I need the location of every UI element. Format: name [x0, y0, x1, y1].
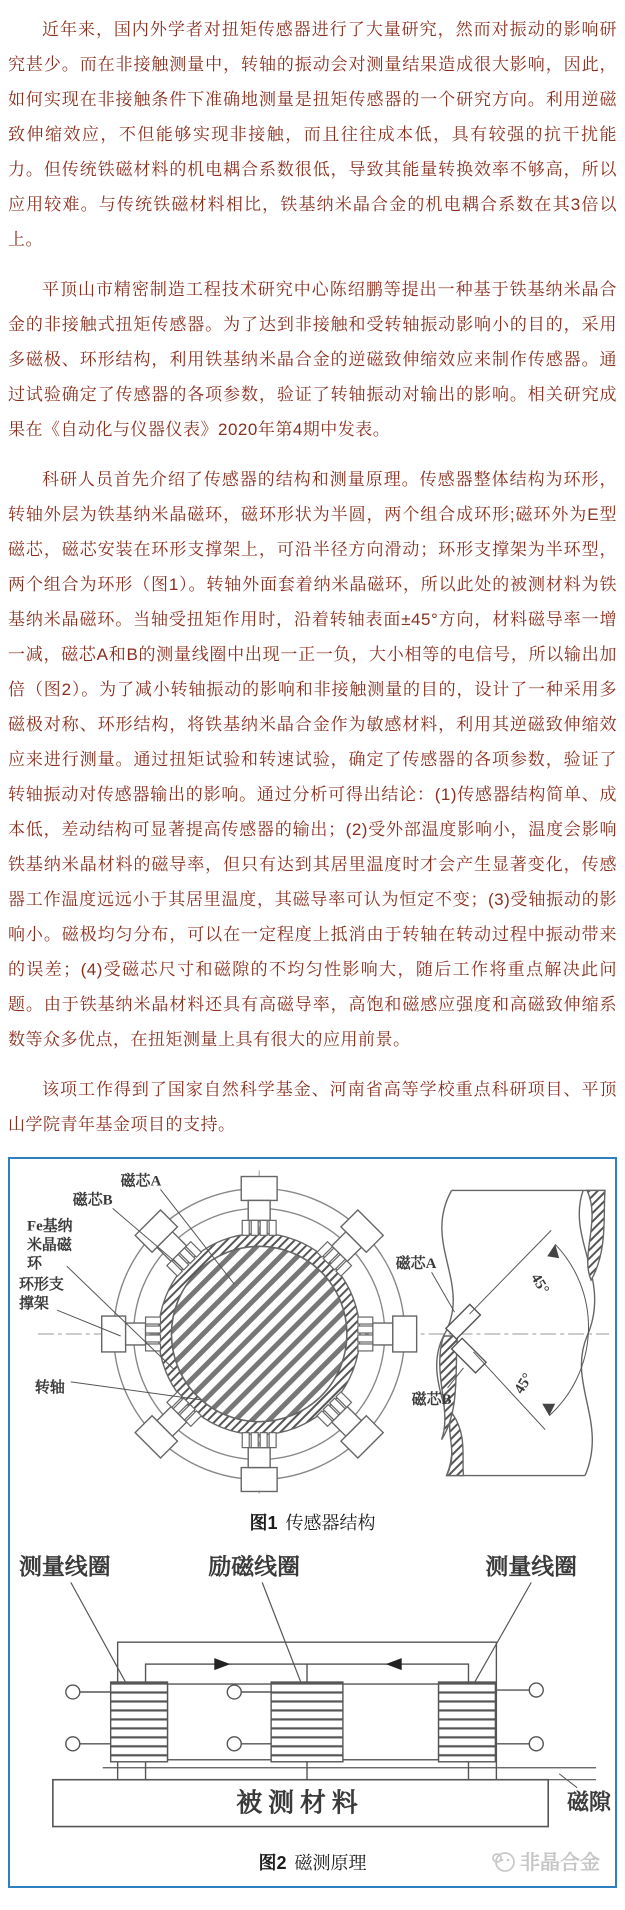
label-side-core-a: 磁芯A — [395, 1256, 437, 1273]
paragraph-proposal: 平顶山市精密制造工程技术研究中心陈绍鹏等提出一种基于铁基纳米晶合金的非接触式扭矩传感器。为了达到非接触和受转轴振动影响小的目的，采用多磁极、环形结构，利用铁基纳米晶合金的逆磁致伸缩效应来制作传感器。通过试验确定了传感器的各项参数，验证了转轴振动对输出的影响。相关研究成果在《自动化与仪器仪表》2020年第4期中发表。 — [8, 280, 617, 439]
core-block-right — [334, 1684, 439, 1760]
label-support-frame-line1: 环形支 — [18, 1277, 64, 1294]
label-excitation-coil: 励磁线圈 — [208, 1554, 300, 1580]
flux-arrow-top-left — [214, 1658, 230, 1670]
label-core-b: 磁芯B — [72, 1192, 113, 1209]
paragraph-intro: 近年来，国内外学者对扭矩传感器进行了大量研究，然而对振动的影响研究甚少。而在非接触测量中，转轴的振动会对测量结果造成很大影响，因此，如何实现在非接触条件下准确地测量是扭矩传感器的一个研究方向。利用逆磁致伸缩效应，不但能够实现非接触，而且往往成本低，具有较强的抗干扰能力。但传统铁磁材料的机电耦合系数很低，导致其能量转换效率不够高，所以应用较难。与传统铁磁材料相比，铁基纳米晶合金的机电耦合系数在其3倍以上。 — [8, 20, 617, 249]
label-measuring-coil-right: 测量线圈 — [485, 1554, 578, 1580]
watermark-logo-icon — [490, 1848, 516, 1874]
figure-box — [8, 1157, 617, 1888]
measuring-coil-right-shape — [439, 1682, 496, 1762]
paragraph-funding: 该项工作得到了国家自然科学基金、河南省高等学校重点科研项目、平顶山学院青年基金项目的支持。 — [8, 1080, 617, 1134]
figure2-caption-title: 磁测原理 — [294, 1853, 367, 1873]
label-nanocrystal-ring-line2: 米晶磁 — [26, 1237, 72, 1254]
label-angle-top: 45° — [527, 1270, 552, 1298]
leader-gap — [559, 1774, 577, 1788]
figure1-sensor-structure-diagram — [13, 1164, 612, 1504]
label-measuring-coil-left: 测量线圈 — [18, 1554, 111, 1580]
label-magnetic-gap: 磁隙 — [567, 1789, 611, 1815]
watermark — [490, 1846, 600, 1875]
label-support-frame-line2: 撑架 — [18, 1296, 49, 1313]
label-nanocrystal-ring-line1: Fe基纳 — [26, 1218, 73, 1235]
figure1-caption-title: 传感器结构 — [285, 1513, 376, 1533]
label-nanocrystal-ring-line3: 环 — [26, 1256, 42, 1273]
figure2-caption-number: 图2 — [258, 1853, 287, 1873]
watermark-text: 非晶合金 — [520, 1852, 600, 1874]
paragraph-principle-results: 科研人员首先介绍了传感器的结构和测量原理。传感器整体结构为环形，转轴外层为铁基纳米晶磁环，磁环形状为半圆，两个组合成环形;磁环外为E型磁芯，磁芯安装在环形支撑架上，可沿半径方向滑动；环形支撑架为半环型，两个组合为环形（图1）。转轴外面套着纳米晶磁环，所以此处的被测材料为铁基纳米晶磁环。当轴受扭矩作用时，沿着转轴表面±45°方向，材料磁导率一增一减，磁芯A和B的测量线圈中出现一正一负，大小相等的电信号，所以输出加倍（图2）。为了减小转轴振动的影响和非接触测量的目的，设计了一种采用多磁极对称、环形结构，将铁基纳米晶合金作为敏感材料，利用其逆磁致伸缩效应来进行测量。通过扭矩试验和转速试验，确定了传感器的各项参数，验证了转轴振动对传感器输出的影响。通过分析可得出结论：(1)传感器结构简单、成本低，差动结构可显著提高传感器的输出；(2)受外部温度影响小，温度会影响铁基纳米晶材料的磁导率，但只有达到其居里温度时才会产生显著变化，传感器工作温度远远小于其居里温度，其磁导率可认为恒定不变；(3)受轴振动的影响小。磁极均匀分布，可以在一定程度上抵消由于转轴在转动过程中振动带来的误差；(4)受磁芯尺寸和磁隙的不均匀性影响大，随后工作将重点解决此问题。由于铁基纳米晶材料还具有高磁导率，高饱和磁感应强度和高磁致伸缩系数等众多优点，在扭矩测量上具有很大的应用前景。 — [8, 470, 617, 1049]
figure1-caption-number: 图1 — [249, 1513, 278, 1533]
core-block-left — [167, 1684, 273, 1760]
figure2-caption — [13, 1844, 612, 1884]
dimension-45deg — [469, 1230, 588, 1429]
figure1-caption — [13, 1504, 612, 1544]
label-angle-bottom: 45° — [511, 1370, 537, 1397]
flux-arrow-top-right — [386, 1658, 402, 1670]
excitation-coil-shape — [271, 1682, 343, 1762]
label-side-core-b: 磁芯B — [411, 1391, 452, 1408]
dim-arrow-bottom — [542, 1404, 555, 1416]
measuring-coil-left-shape — [111, 1682, 168, 1762]
label-shaft: 转轴 — [34, 1379, 65, 1396]
label-core-a: 磁芯A — [120, 1173, 162, 1190]
figure2-magnetic-principle-diagram — [13, 1544, 612, 1844]
label-material: 被测材料 — [236, 1788, 364, 1818]
